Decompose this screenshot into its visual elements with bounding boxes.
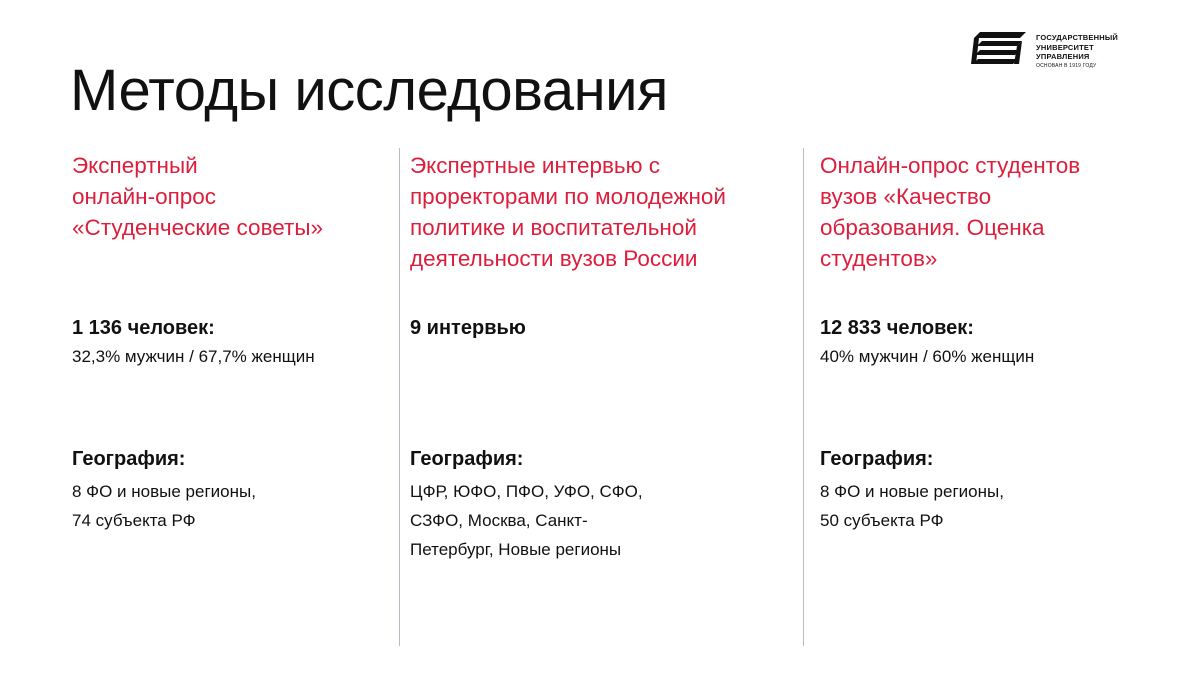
- method-heading: [72, 150, 392, 243]
- geography-heading: География:: [72, 448, 186, 470]
- logo-line-1: ГОСУДАРСТВЕННЫЙ: [1036, 33, 1118, 42]
- heading-line: Экспертный: [72, 153, 198, 178]
- page-title: Методы исследования: [70, 58, 668, 123]
- method-column-expert-survey: [72, 150, 392, 650]
- geography-text: [410, 477, 700, 564]
- sample-size: 1 136 человек:: [72, 317, 215, 339]
- sample-breakdown: 40% мужчин / 60% женщин: [820, 347, 1035, 366]
- sample-size: 9 интервью: [410, 317, 526, 339]
- logo-founded: ОСНОВАН В 1919 ГОДУ: [1036, 62, 1097, 69]
- heading-line: вузов «Качество: [820, 184, 992, 209]
- geography-line: 8 ФО и новые регионы,: [820, 482, 1004, 501]
- geography-text: [820, 477, 1120, 535]
- geography-heading: География:: [820, 448, 934, 470]
- method-column-student-survey: [820, 150, 1160, 650]
- logo-emblem-icon: [970, 31, 1028, 69]
- heading-line: «Студенческие советы»: [72, 215, 324, 240]
- geography-line: 8 ФО и новые регионы,: [72, 482, 256, 501]
- heading-line: Экспертные интервью с: [410, 153, 661, 178]
- university-logo: [970, 31, 1118, 70]
- logo-line-3: УПРАВЛЕНИЯ: [1036, 52, 1090, 61]
- method-heading: [820, 150, 1160, 274]
- geography-line: СЗФО, Москва, Санкт-: [410, 511, 588, 530]
- column-divider-2: [803, 148, 804, 646]
- logo-line-2: УНИВЕРСИТЕТ: [1036, 42, 1094, 52]
- geography-heading: География:: [410, 448, 524, 470]
- geography-line: 74 субъекта РФ: [72, 511, 196, 530]
- heading-line: деятельности вузов России: [410, 246, 698, 271]
- heading-line: онлайн-опрос: [72, 184, 217, 209]
- heading-line: политике и воспитательной: [410, 215, 697, 240]
- method-heading: [410, 150, 795, 274]
- sample-breakdown: 32,3% мужчин / 67,7% женщин: [72, 347, 315, 366]
- geography-line: ЦФР, ЮФО, ПФО, УФО, СФО,: [410, 482, 643, 501]
- heading-line: проректорами по молодежной: [410, 184, 726, 209]
- heading-line: образования. Оценка: [820, 215, 1045, 240]
- method-column-expert-interviews: [410, 150, 795, 650]
- heading-line: Онлайн-опрос студентов: [820, 153, 1081, 178]
- heading-line: студентов»: [820, 246, 938, 271]
- sample-size: 12 833 человек:: [820, 317, 974, 339]
- logo-wordmark: [1036, 33, 1118, 70]
- geography-text: [72, 477, 372, 535]
- geography-line: 50 субъекта РФ: [820, 511, 944, 530]
- column-divider-1: [399, 148, 400, 646]
- geography-line: Петербург, Новые регионы: [410, 540, 622, 559]
